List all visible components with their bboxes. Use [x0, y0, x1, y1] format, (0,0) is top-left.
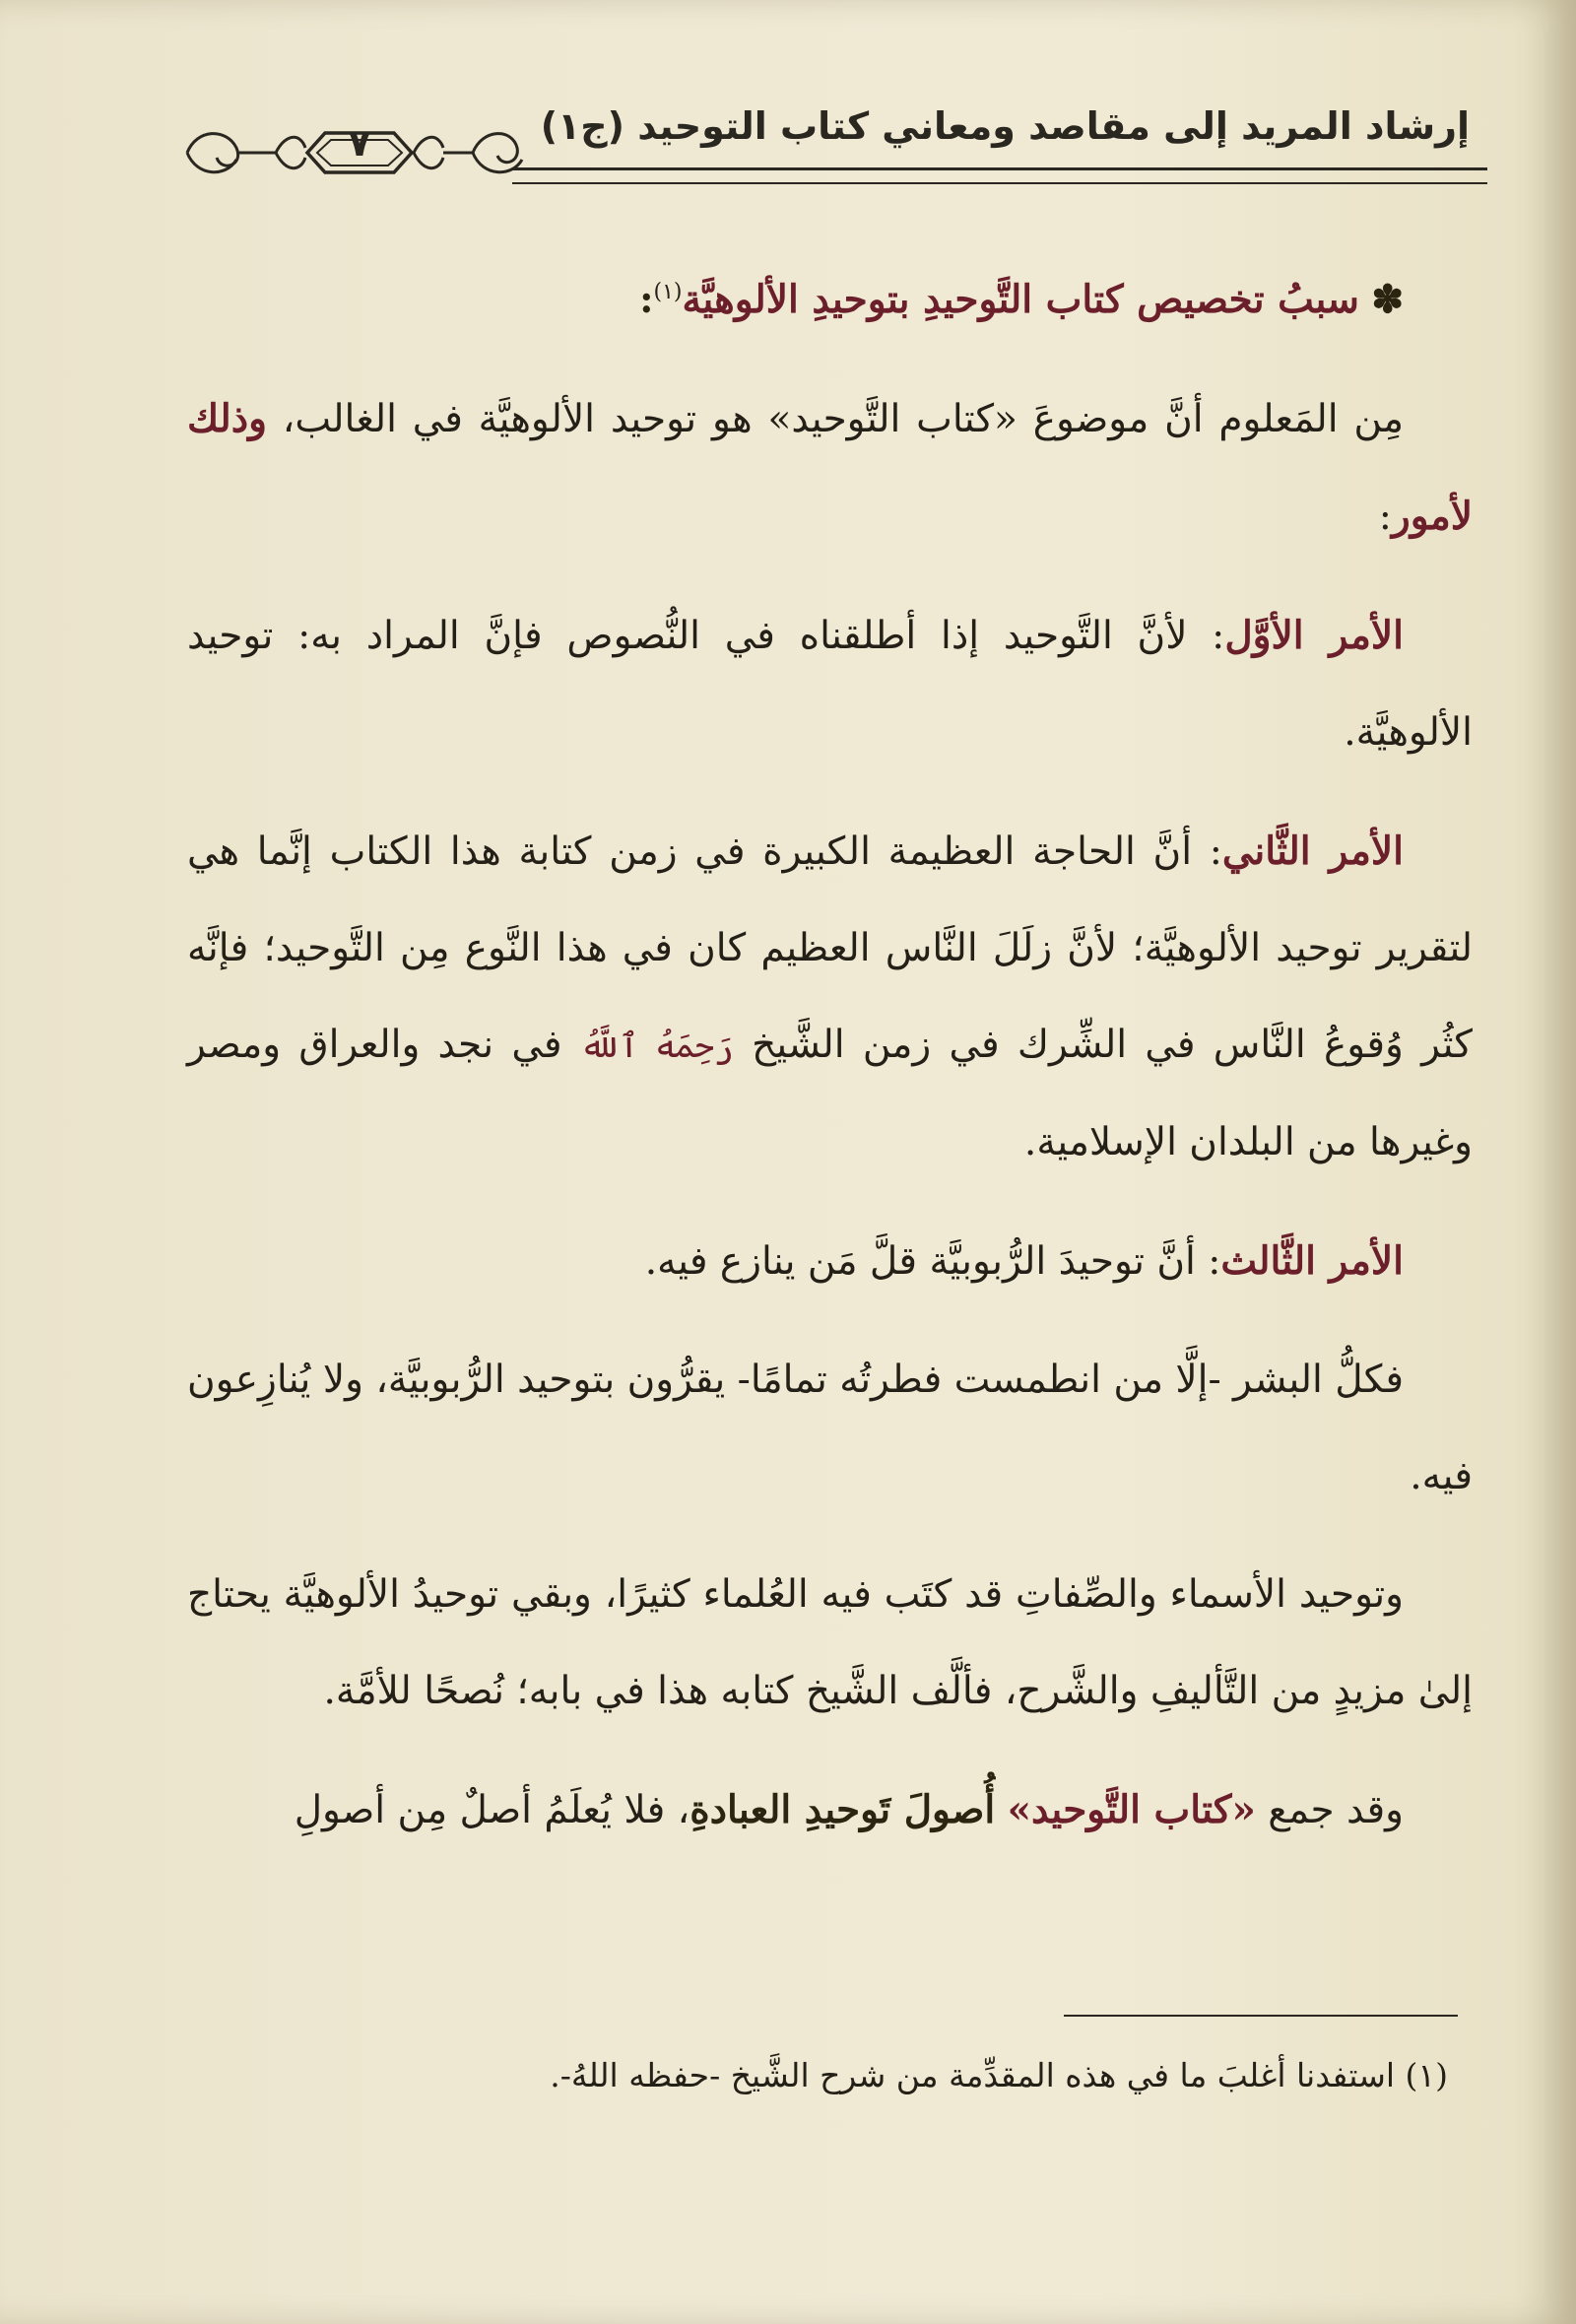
point-label: الأمر الثَّالث [1220, 1238, 1404, 1284]
page-number: ٧ [348, 121, 371, 165]
book-title: «كتاب التَّوحيد» [1007, 1787, 1256, 1832]
paragraph-names-attributes: وتوحيد الأسماء والصِّفاتِ قد كتَب فيه العُلماء كثيرًا، وبقي توحيدُ الألوهيَّة يحتاج إلىٰ مزيدٍ من التَّأليفِ والشَّرح، فألَّف الشَّيخ كتابه هذا في بابه؛ نُصحًا للأمَّة. [187, 1572, 1473, 1713]
point-text: : أنَّ توحيدَ الرُّبوبيَّة قلَّ مَن ينازع فيه. [644, 1239, 1221, 1284]
intro-paragraph [187, 370, 1473, 565]
point-text-continued: في نجد والعراق ومصر وغيرها من البلدان الإسلامية. [187, 1023, 1473, 1164]
point-third [187, 1213, 1473, 1310]
intro-lead-suffix: : [1378, 495, 1392, 539]
footnote-text: استفدنا أغلبَ ما في هذه المقدِّمة من شرح الشَّيخ -حفظه اللهُ-. [550, 2056, 1396, 2094]
point-label: الأمر الثَّاني [1221, 829, 1404, 874]
intro-lead: وذلك لأمور [187, 396, 1473, 539]
footnote [296, 2051, 1448, 2100]
point-text: : لأنَّ التَّوحيد إذا أطلقناه في النُّصوص فإنَّ المراد به: توحيد الألوهيَّة. [187, 614, 1473, 755]
footnote-separator [1064, 2015, 1458, 2017]
point-text: : أنَّ الحاجة العظيمة الكبيرة في زمن كتابة هذا الكتاب إنَّما هي لتقرير توحيد الألوهيَّة؛ لأنَّ زلَلَ النَّاس العظيم كان في هذا النَّوع مِن التَّوحيد؛ فإنَّه كثُر وُقوعُ النَّاس في الشِّرك في زمن الشَّيخ [187, 830, 1473, 1067]
footnote-ref: (١) [653, 280, 683, 304]
point-second [187, 803, 1473, 1191]
section-title: سببُ تخصيص كتاب التَّوحيدِ بتوحيدِ الألوهيَّة [682, 277, 1359, 322]
paragraph-last [187, 1761, 1473, 1859]
running-title: إرشاد المريد إلى مقاصد ومعاني كتاب التوحيد (ج١) [540, 104, 1470, 148]
section-marker: ✽ [1371, 277, 1404, 322]
last-after: ، فلا يُعلَمُ أصلٌ مِن أصولِ [294, 1788, 690, 1832]
paragraph-humans: فكلُّ البشر -إلَّا من انطمست فطرتُه تمامًا- يقرُّون بتوحيد الرُّبوبيَّة، ولا يُنازِعون فيه. [187, 1358, 1473, 1498]
bold-phrase: أُصولَ تَوحيدِ العبادةِ [690, 1787, 996, 1832]
section-title-suffix: : [639, 277, 654, 322]
point-first [187, 587, 1473, 781]
footnote-number: (١) [1405, 2056, 1448, 2094]
body-text [187, 251, 1473, 1881]
point-label: الأمر الأوَّل [1224, 613, 1404, 658]
section-heading [187, 251, 1473, 349]
header-rule [512, 167, 1487, 184]
last-before: وقد جمع [1268, 1788, 1404, 1832]
intro-text: مِن المَعلوم أنَّ موضوعَ «كتاب التَّوحيد» هو توحيد الألوهيَّة في الغالب، [282, 397, 1404, 441]
honorific-phrase: رَحِمَهُ ٱللَّهُ [579, 1027, 734, 1066]
